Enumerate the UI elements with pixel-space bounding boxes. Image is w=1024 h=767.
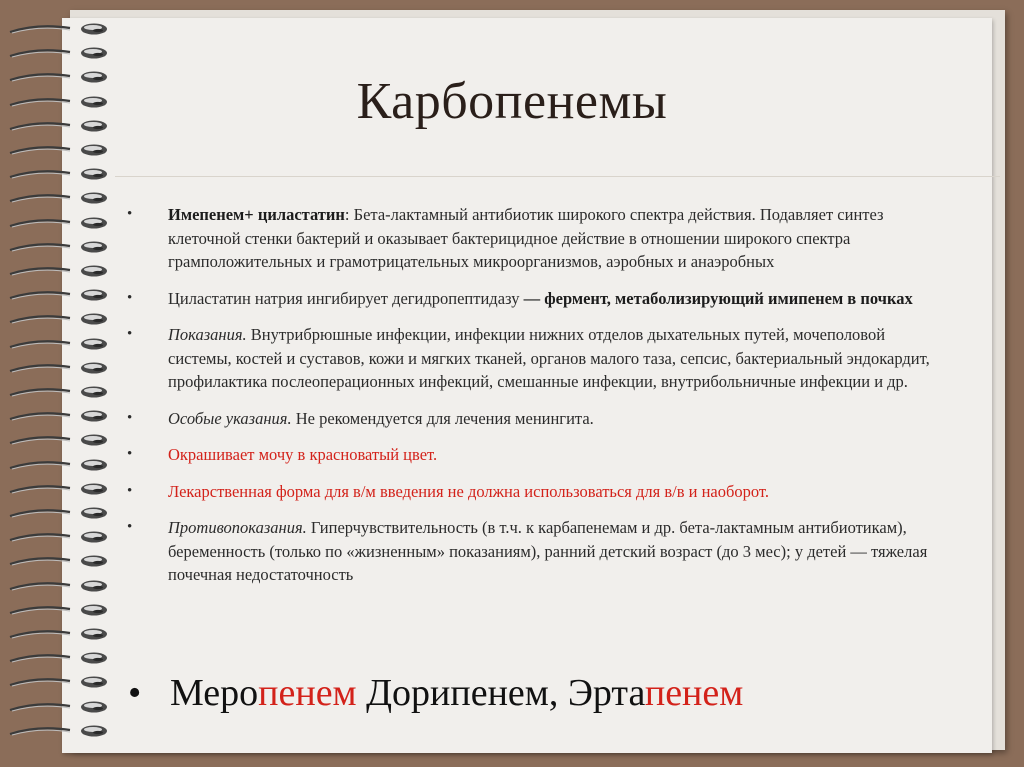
spiral-ring	[8, 288, 110, 302]
bullet-dot: •	[127, 409, 133, 426]
bullet-dosage-form	[120, 480, 950, 504]
spiral-ring	[8, 216, 110, 230]
drug-list-line	[128, 668, 743, 718]
spiral-ring	[8, 22, 110, 36]
drug-meropenem-prefix: Меро	[170, 672, 259, 714]
spiral-ring	[8, 651, 110, 665]
bullet-dot: •	[127, 206, 133, 222]
spiral-ring	[8, 530, 110, 544]
bullet-dot: •	[128, 672, 142, 714]
bullet-bold-text: — фермент, метаболизирующий имипенем в почках	[523, 288, 913, 308]
bullet-special-notes	[120, 407, 950, 431]
bullet-dot: •	[127, 482, 133, 499]
spiral-ring	[8, 143, 110, 157]
spiral-ring	[8, 506, 110, 520]
spiral-ring	[8, 482, 110, 496]
bullet-label: Противопоказания.	[168, 518, 307, 537]
bullet-text-red: Окрашивает мочу в красноватый цвет.	[168, 445, 438, 464]
drug-name: Имепенем+ циластатин	[168, 205, 345, 224]
spiral-ring	[8, 240, 110, 254]
drug-meropenem-suffix: пенем	[258, 672, 357, 714]
spiral-ring	[8, 724, 110, 738]
spiral-ring	[8, 337, 110, 351]
bullet-text: Не рекомендуется для лечения менингита.	[291, 408, 594, 428]
bullet-text: : Бета-лактамный антибиотик широкого спектра действия. Подавляет синтез клеточной стенки бактерий и оказывает бактерицидное действие в отношении широкого спектра грамположительных и грамотрицательных микроорганизмов, аэробных и анаэробных	[168, 205, 884, 271]
spiral-ring	[8, 433, 110, 447]
spiral-ring	[8, 458, 110, 472]
bullet-text-red: Лекарственная форма для в/м введения не должна использоваться для в/в и наоборот.	[168, 481, 770, 501]
spiral-ring	[8, 167, 110, 181]
spiral-ring	[8, 675, 110, 689]
bullet-cilastatin	[120, 287, 950, 311]
spiral-ring	[8, 312, 110, 326]
bullet-label: Особые указания.	[168, 408, 292, 428]
bullet-label: Показания.	[168, 325, 247, 344]
drug-ertapenem-suffix: пенем	[644, 672, 744, 714]
spiral-binding	[0, 22, 120, 752]
bullet-contraindications	[120, 516, 950, 587]
spiral-ring	[8, 385, 110, 399]
bullet-text: Гиперчувствительность (в т.ч. к карбапенемам и др. бета-лактамным антибиотикам), беременность (только по «жизненным» показаниям), ранний детский возраст (до 3 мес); у детей — тяжелая почечная недостаточность	[168, 518, 928, 584]
bullet-dot: •	[127, 289, 133, 306]
spiral-ring	[8, 627, 110, 641]
bullet-imipenem	[120, 203, 950, 274]
spiral-ring	[8, 700, 110, 714]
bullet-indications	[120, 323, 950, 394]
bullet-dot: •	[127, 519, 133, 535]
spiral-ring	[8, 603, 110, 617]
spiral-ring	[8, 264, 110, 278]
spiral-ring	[8, 191, 110, 205]
bullet-dot: •	[127, 326, 133, 342]
bullet-dot: •	[127, 446, 133, 462]
spiral-ring	[8, 361, 110, 375]
bullet-list	[120, 203, 950, 600]
bullet-text: Внутрибрюшные инфекции, инфекции нижних отделов дыхательных путей, мочеполовой системы, костей и суставов, кожи и мягких тканей, органов малого таза, сепсис, бактериальный эндокардит, профилактика послеоперационных инфекций, смешанные инфекции, внутрибольничные инфекции и др.	[168, 325, 930, 391]
spiral-ring	[8, 46, 110, 60]
spiral-ring	[8, 579, 110, 593]
title-divider	[115, 176, 1000, 177]
spiral-ring	[8, 554, 110, 568]
spiral-ring	[8, 409, 110, 423]
bullet-urine-color	[120, 443, 950, 467]
bullet-text: Циластатин натрия ингибирует дегидропептидазу	[168, 288, 524, 308]
slide-title: Карбопенемы	[356, 73, 668, 130]
drug-ertapenem-prefix: Эрта	[567, 672, 645, 714]
drug-doripenem: Дорипенем,	[356, 672, 568, 714]
